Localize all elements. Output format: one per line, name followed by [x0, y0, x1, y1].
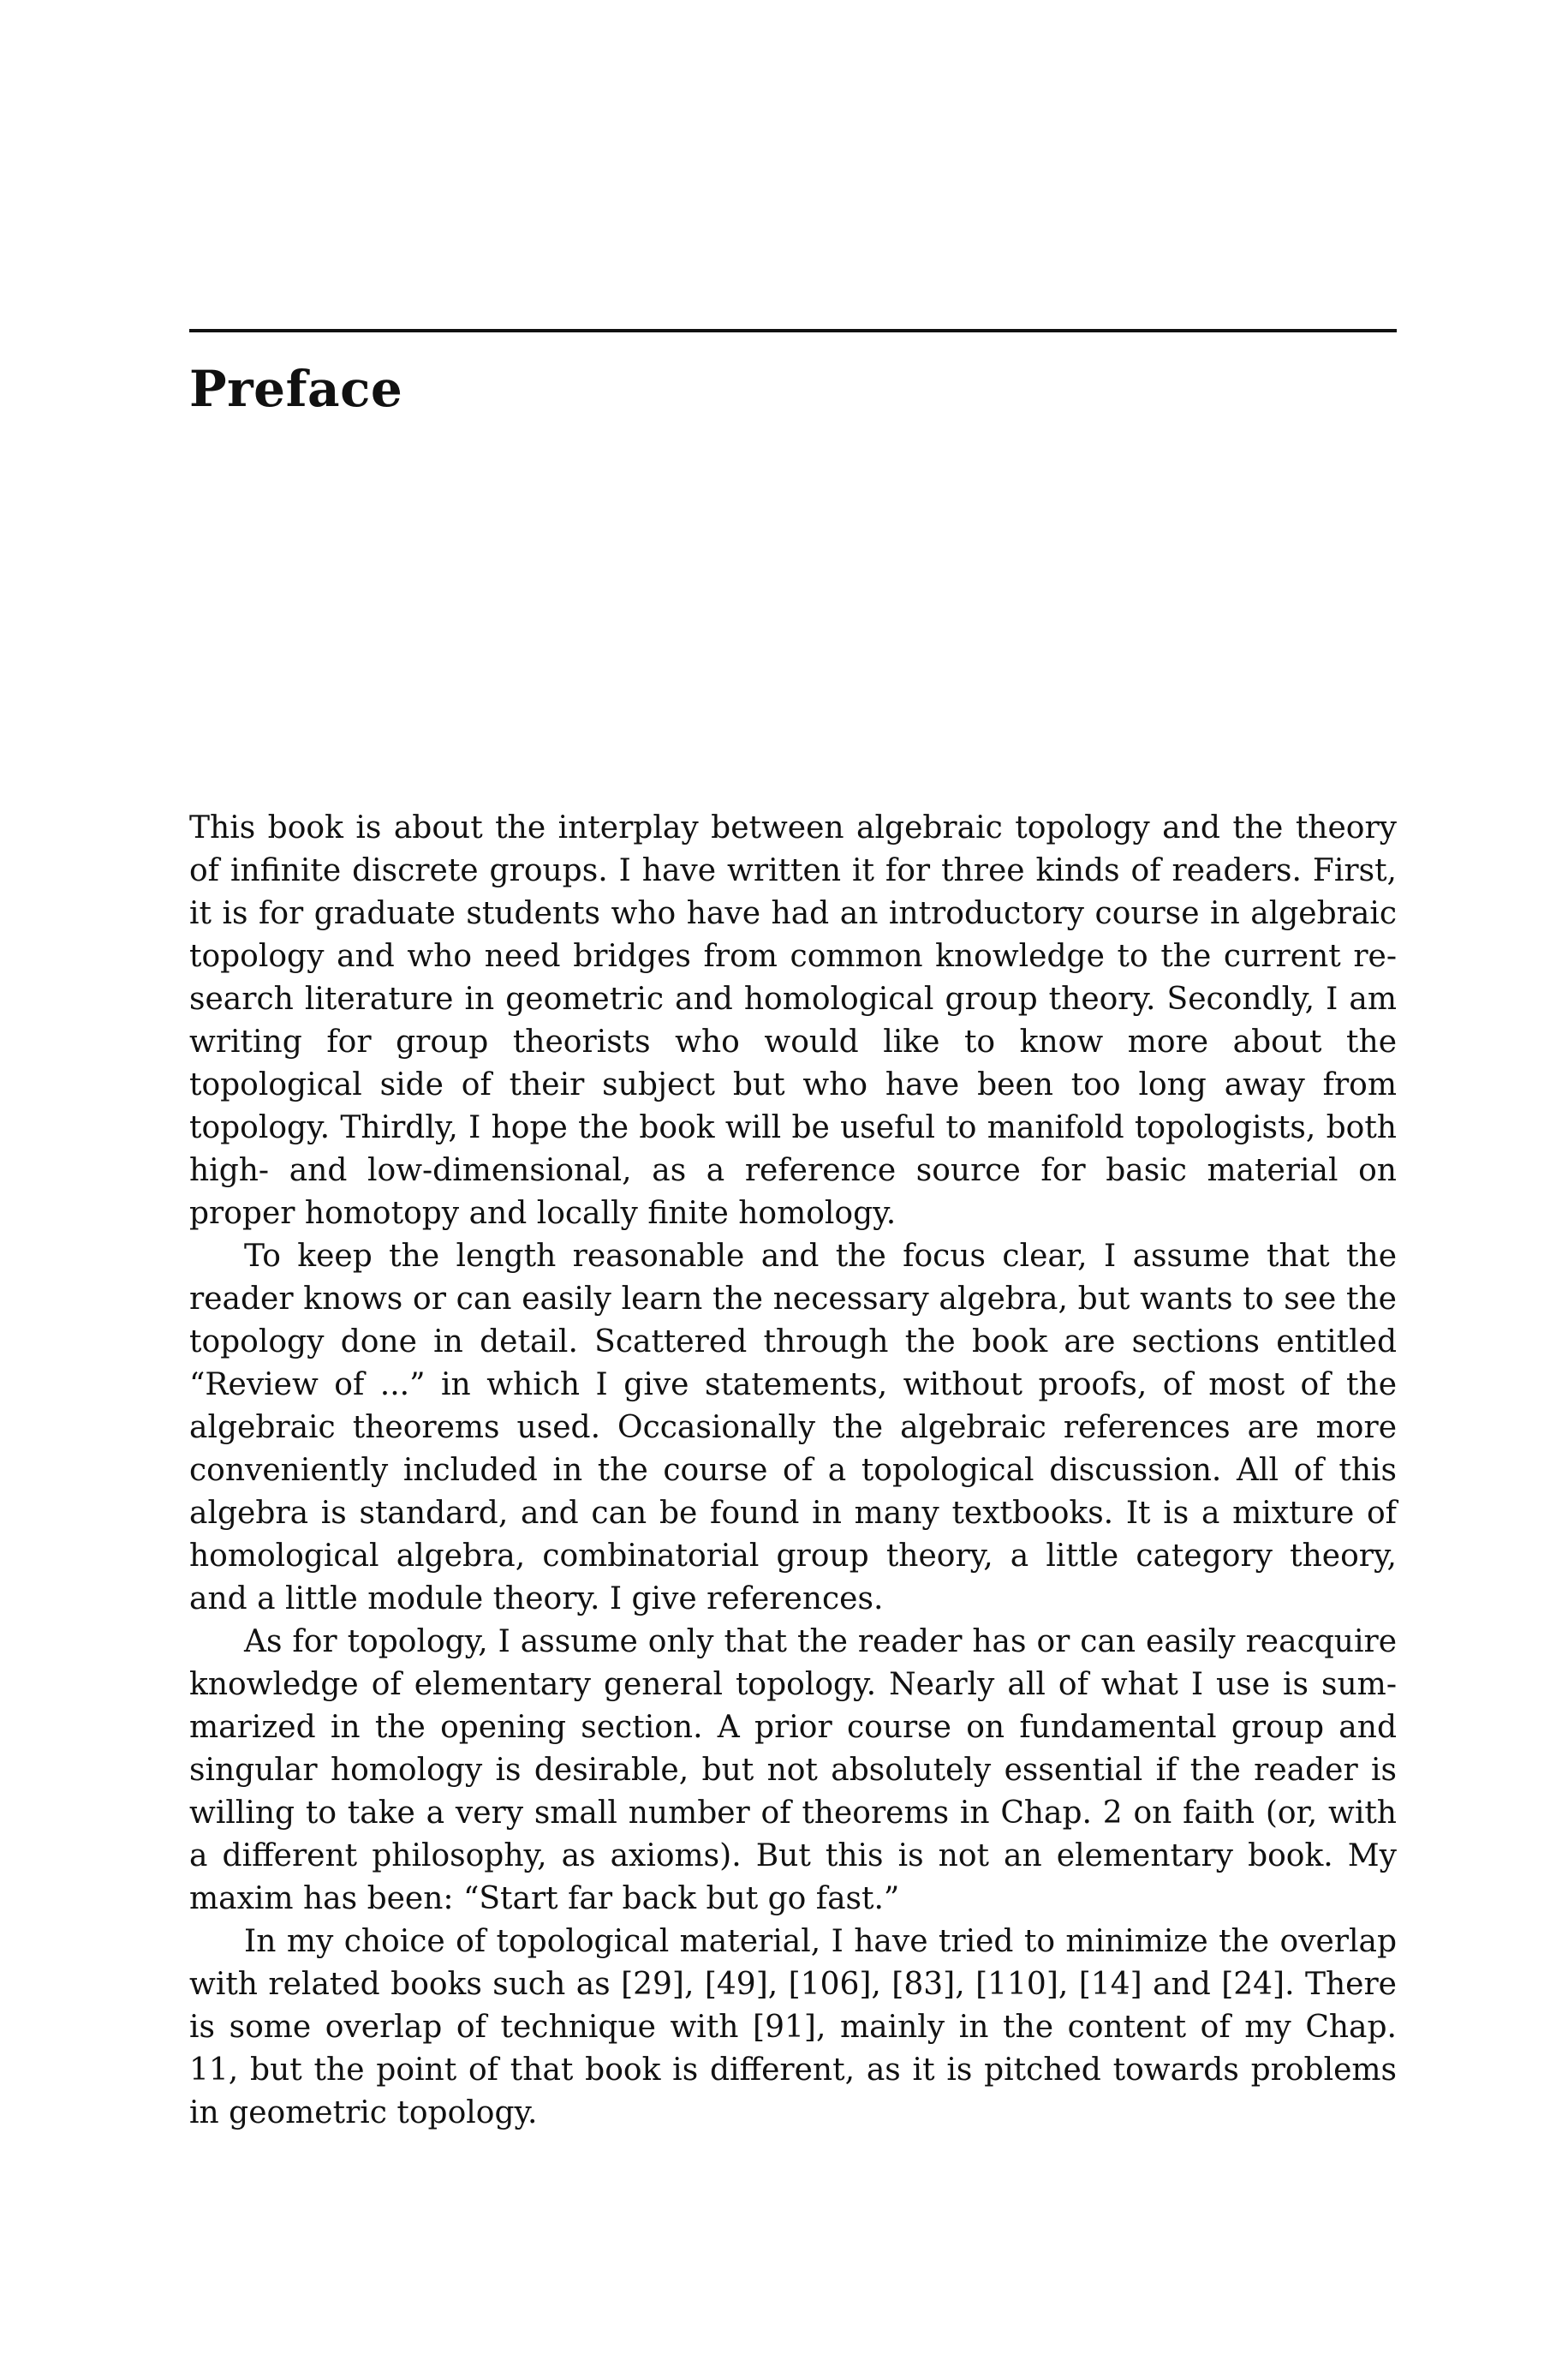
paragraph-2: To keep the length reasonable and the focus clear, I assume that the reader knows or can easily learn the necessary algebra, but wants to see the topology done in detail. Scattered through the book are sections entitled “Review of ...” in which I give statements, without proofs, of most of the algebraic theorems used. Occasionally the algebraic references are more conveniently included in the course of a topological discussion. All of this algebra is standard, and can be found in many textbooks. It is a mixture of homological algebra, combinatorial group theory, a little category theory, and a little module theory. I give references.: [189, 1239, 1397, 1616]
header-rule: [189, 329, 1397, 332]
paragraph-4: In my choice of topological material, I have tried to minimize the overlap with related books such as [29], [49], [106], [83], [110], [14] and [24]. There is some overlap of technique with [91], mainly in the content of my Chap. 11, but the point of that book is different, as it is pitched towards problems in geometric topology.: [189, 1924, 1397, 2130]
paragraph-1: This book is about the interplay between algebraic topology and the theory of infinite discrete groups. I have written it for three kinds of readers. First, it is for graduate students who have had an introductory course in algebraic topology and who need bridges from common knowledge to the current research literature in geometric and homological group theory. Secondly, I am writing for group theorists who would like to know more about the topological side of their subject but who have been too long away from topology. Thirdly, I hope the book will be useful to manifold topologists, both high- and low-dimensional, as a reference source for basic material on proper homotopy and locally finite homology.: [189, 810, 1397, 1231]
page-title: Preface: [189, 360, 403, 418]
preface-body: [189, 807, 1397, 2135]
paragraph-3: As for topology, I assume only that the reader has or can easily reacquire knowledge of elementary general topology. Nearly all of what I use is summarized in the opening section. A prior course on fundamental group and singular homology is desirable, but not absolutely essential if the reader is willing to take a very small number of theorems in Chap. 2 on faith (or, with a different philosophy, as axioms). But this is not an elementary book. My maxim has been: “Start far back but go fast.”: [189, 1624, 1397, 1916]
